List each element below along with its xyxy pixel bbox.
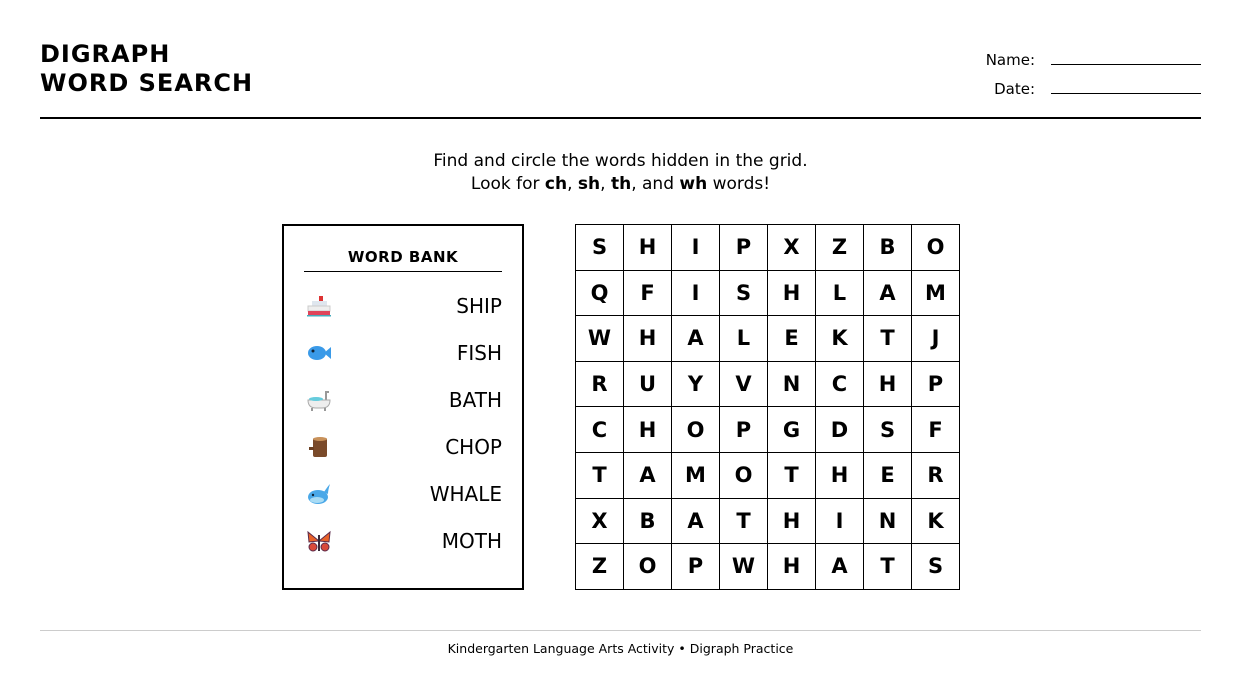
word-chop: CHOP [445, 434, 502, 459]
grid-cell[interactable]: O [672, 407, 720, 453]
grid-row [576, 452, 960, 498]
grid-cell[interactable]: S [720, 270, 768, 316]
grid-cell[interactable]: I [816, 498, 864, 544]
name-label: Name: [985, 51, 1035, 69]
grid-cell[interactable]: F [912, 407, 960, 453]
grid-cell[interactable]: N [768, 361, 816, 407]
text: , [600, 174, 611, 194]
grid-cell[interactable]: I [672, 225, 720, 271]
grid-cell[interactable]: H [624, 225, 672, 271]
grid-row [576, 270, 960, 316]
digraph-wh: wh [679, 174, 708, 194]
grid-cell[interactable]: W [576, 316, 624, 362]
name-field[interactable] [986, 40, 1201, 69]
grid-cell[interactable]: P [720, 225, 768, 271]
grid-cell[interactable]: M [672, 452, 720, 498]
grid-cell[interactable]: Z [576, 544, 624, 590]
grid-cell[interactable]: J [912, 316, 960, 362]
word-moth: MOTH [441, 528, 502, 553]
grid-cell[interactable]: C [576, 407, 624, 453]
grid-cell[interactable]: F [624, 270, 672, 316]
fish-icon [306, 341, 332, 365]
grid-row [576, 316, 960, 362]
grid-cell[interactable]: H [624, 316, 672, 362]
grid-cell[interactable]: H [768, 270, 816, 316]
grid-cell[interactable]: P [720, 407, 768, 453]
digraph-sh: sh [577, 174, 601, 194]
text: , and [631, 174, 680, 194]
grid-cell[interactable]: L [816, 270, 864, 316]
word-bank-item [306, 517, 502, 564]
grid-cell[interactable]: T [864, 544, 912, 590]
grid-cell[interactable]: H [816, 452, 864, 498]
date-field[interactable] [986, 69, 1201, 98]
grid-cell[interactable]: B [624, 498, 672, 544]
grid-cell[interactable]: T [864, 316, 912, 362]
grid-cell[interactable]: O [912, 225, 960, 271]
grid-cell[interactable]: I [672, 270, 720, 316]
footer-text: Kindergarten Language Arts Activity • Digraph Practice [447, 641, 794, 656]
word-whale: WHALE [429, 481, 502, 506]
grid-cell[interactable]: H [768, 498, 816, 544]
grid-cell[interactable]: E [864, 452, 912, 498]
grid-cell[interactable]: Y [672, 361, 720, 407]
grid-cell[interactable]: T [768, 452, 816, 498]
word-bank [282, 224, 524, 590]
grid-cell[interactable]: A [624, 452, 672, 498]
grid-cell[interactable]: D [816, 407, 864, 453]
header-divider [40, 117, 1201, 119]
grid-cell[interactable]: U [624, 361, 672, 407]
bathtub-icon [306, 388, 332, 412]
grid-row [576, 498, 960, 544]
grid-cell[interactable]: Z [816, 225, 864, 271]
grid-cell[interactable]: L [720, 316, 768, 362]
grid-cell[interactable]: M [912, 270, 960, 316]
text: , [567, 174, 578, 194]
word-bath: BATH [448, 387, 502, 412]
word-ship: SHIP [456, 293, 502, 318]
grid-row [576, 544, 960, 590]
title-line-2: WORD SEARCH [40, 69, 254, 97]
page-title [40, 40, 253, 98]
grid-cell[interactable]: P [912, 361, 960, 407]
word-search-grid [575, 224, 960, 590]
footer-divider [40, 630, 1201, 631]
student-fields [986, 40, 1201, 98]
instructions-line-1: Find and circle the words hidden in the grid. [433, 151, 808, 171]
word-bank-item [306, 376, 502, 423]
grid-cell[interactable]: A [672, 316, 720, 362]
whale-icon [306, 482, 332, 506]
instructions [0, 150, 1241, 196]
moth-icon [306, 529, 332, 553]
ship-icon [306, 294, 332, 318]
grid-cell[interactable]: K [912, 498, 960, 544]
grid-cell[interactable]: T [720, 498, 768, 544]
grid-cell[interactable]: Q [576, 270, 624, 316]
title-line-1: DIGRAPH [40, 40, 171, 68]
grid-cell[interactable]: H [624, 407, 672, 453]
grid-row [576, 225, 960, 271]
text: words! [707, 174, 771, 194]
grid-row [576, 361, 960, 407]
grid-cell[interactable]: H [864, 361, 912, 407]
grid-cell[interactable]: P [672, 544, 720, 590]
name-line[interactable] [1051, 48, 1201, 65]
grid-cell[interactable]: A [672, 498, 720, 544]
grid-cell[interactable]: G [768, 407, 816, 453]
grid-cell[interactable]: A [864, 270, 912, 316]
digraph-ch: ch [544, 174, 568, 194]
log-icon [306, 435, 332, 459]
instructions-line-2 [0, 173, 1241, 196]
grid-cell[interactable]: E [768, 316, 816, 362]
grid-cell[interactable]: N [864, 498, 912, 544]
grid-cell[interactable]: A [816, 544, 864, 590]
grid-cell[interactable]: O [720, 452, 768, 498]
word-bank-title: WORD BANK [304, 248, 502, 272]
grid-cell[interactable]: W [720, 544, 768, 590]
text: Look for [470, 174, 545, 194]
word-bank-item [306, 423, 502, 470]
grid-cell[interactable]: X [576, 498, 624, 544]
grid-cell[interactable]: B [864, 225, 912, 271]
word-bank-item [306, 470, 502, 517]
grid-cell[interactable]: R [912, 452, 960, 498]
date-line[interactable] [1051, 77, 1201, 94]
grid-cell[interactable]: C [816, 361, 864, 407]
grid-cell[interactable]: R [576, 361, 624, 407]
grid-row [576, 407, 960, 453]
grid-cell[interactable]: X [768, 225, 816, 271]
digraph-th: th [610, 174, 632, 194]
date-label: Date: [994, 80, 1035, 98]
grid-cell[interactable]: H [768, 544, 816, 590]
grid-cell[interactable]: V [720, 361, 768, 407]
grid-cell[interactable]: S [864, 407, 912, 453]
grid-cell[interactable]: O [624, 544, 672, 590]
grid-cell[interactable]: T [576, 452, 624, 498]
grid-cell[interactable]: S [912, 544, 960, 590]
word-bank-item [306, 282, 502, 329]
grid-cell[interactable]: K [816, 316, 864, 362]
grid-cell[interactable]: S [576, 225, 624, 271]
word-bank-item [306, 329, 502, 376]
word-fish: FISH [456, 340, 502, 365]
